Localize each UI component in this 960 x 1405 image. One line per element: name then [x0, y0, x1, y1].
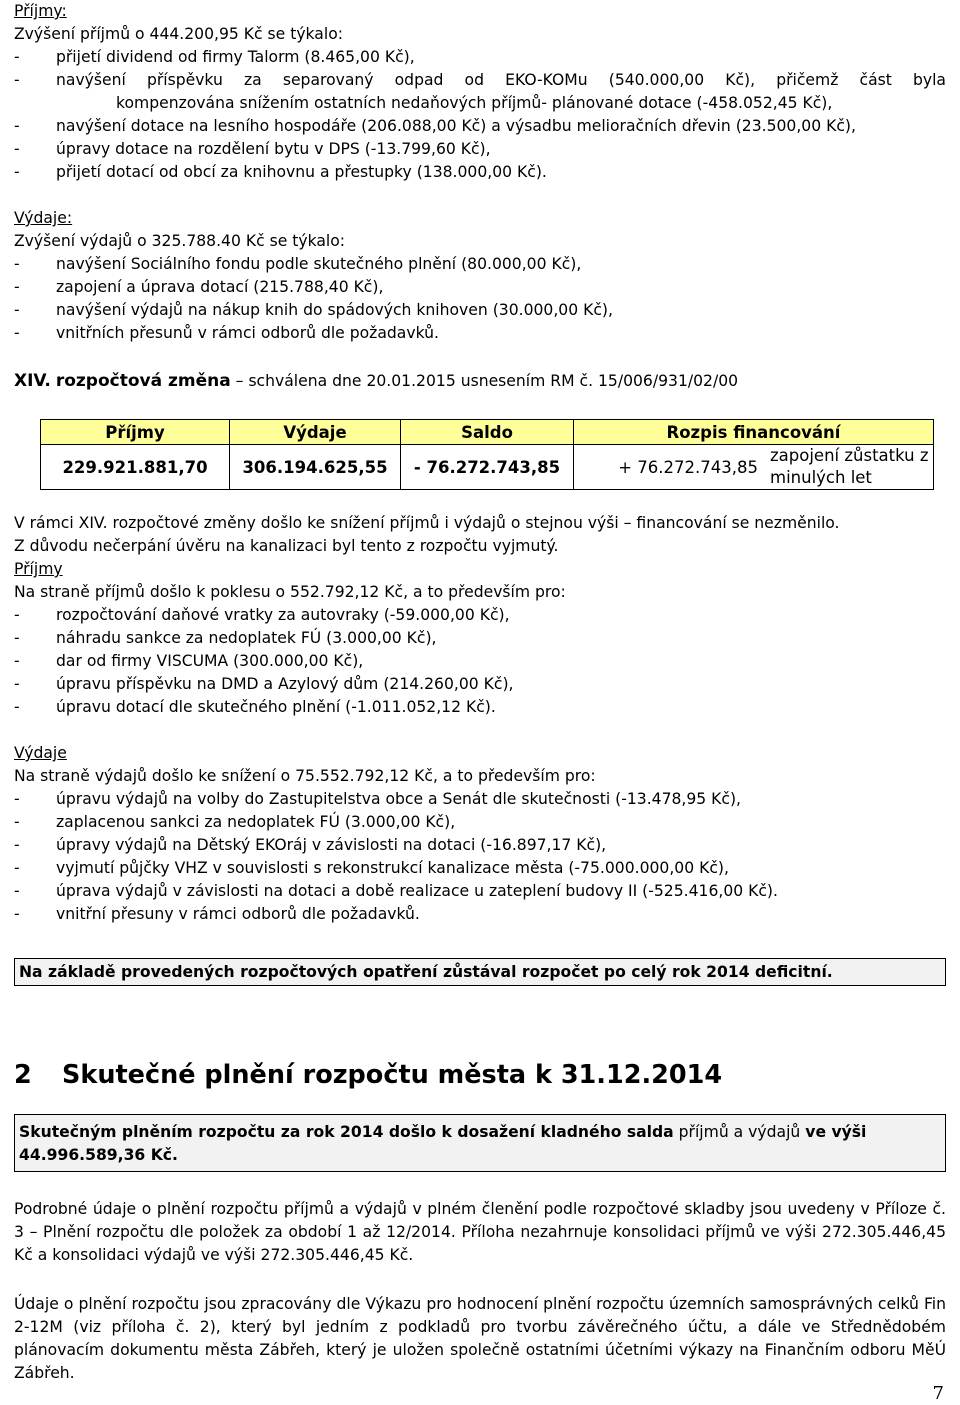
document-page: [14, 0, 946, 1385]
vydaje-bottom-list: [14, 788, 946, 926]
list-item: - vnitřních přesunů v rámci odborů dle požadavků.: [14, 324, 439, 342]
list-item: - přijetí dotací od obcí za knihovnu a přestupky (138.000,00 Kč).: [14, 163, 547, 181]
list-item: - úpravu výdajů na volby do Zastupitelstva obce a Senát dle skutečnosti (-13.478,95 Kč),: [14, 790, 742, 808]
vydaje-heading: Výdaje:: [14, 209, 73, 227]
summary-box: Skutečným plněním rozpočtu za rok 2014 došlo k dosažení kladného salda příjmů a výdajů ve výši 44.996.589,36 Kč.: [14, 1114, 946, 1172]
vydaje-intro: Zvýšení výdajů o 325.788.40 Kč se týkalo:: [14, 232, 346, 250]
vydaje-list: [14, 253, 946, 345]
list-item: - úpravy výdajů na Dětský EKOráj v závislosti na dotaci (-16.897,17 Kč),: [14, 836, 607, 854]
list-item: - úpravu příspěvku na DMD a Azylový dům (214.260,00 Kč),: [14, 675, 514, 693]
prijmy-bottom-heading: Příjmy: [14, 560, 63, 578]
financing-table: [40, 419, 934, 490]
paragraph-vykaz: Údaje o plnění rozpočtu jsou zpracovány dle Výkazu pro hodnocení plnění rozpočtu územních samosprávných celků Fin 2-12M (viz příloha č. 2), který byl jedním z podkladů pro tvorbu závěrečného účtu, a dále ve Střednědobém plánovacím dokumentu města Zábřeh, který je uložen společně ostatními účetními výkazy na Finančním odboru MěÚ Zábřeh.: [14, 1295, 946, 1382]
list-item: - navýšení výdajů na nákup knih do spádových knihoven (30.000,00 Kč),: [14, 301, 613, 319]
chapter-number: 2: [14, 1060, 32, 1090]
cell-vydaje: 306.194.625,55: [230, 445, 401, 490]
after-table-p1: V rámci XIV. rozpočtové změny došlo ke snížení příjmů i výdajů o stejnou výši – financování se nezměnilo.: [14, 514, 840, 532]
zmena-title: rozpočtová změna: [55, 371, 231, 391]
list-item: - zaplacenou sankci za nedoplatek FÚ (3.000,00 Kč),: [14, 813, 456, 831]
list-item: - úpravu dotací dle skutečného plnění (-1.011.052,12 Kč).: [14, 698, 496, 716]
cell-financovani-value: + 76.272.743,85: [574, 445, 765, 490]
list-item: - náhradu sankce za nedoplatek FÚ (3.000,00 Kč),: [14, 629, 437, 647]
prijmy-bottom-list: [14, 604, 946, 719]
vydaje-bottom-heading: Výdaje: [14, 744, 67, 762]
rozpoctova-zmena-line: [14, 369, 946, 393]
cell-financovani-note: zapojení zůstatku z minulých let: [764, 445, 934, 490]
prijmy-bottom-intro: Na straně příjmů došlo k poklesu o 552.792,12 Kč, a to především pro:: [14, 583, 566, 601]
chapter-heading: [14, 1058, 946, 1092]
vydaje-bottom-intro: Na straně výdajů došlo ke snížení o 75.552.792,12 Kč, a to především pro:: [14, 767, 596, 785]
zmena-rest: schválena dne 20.01.2015 usnesením RM č. 15/006/931/02/00: [248, 372, 739, 390]
zmena-number: XIV.: [14, 371, 51, 391]
header-rozpis: Rozpis financování: [574, 420, 934, 445]
prijmy-intro: Zvýšení příjmů o 444.200,95 Kč se týkalo:: [14, 25, 343, 43]
cell-prijmy: 229.921.881,70: [41, 445, 230, 490]
list-item: - navýšení Sociálního fondu podle skutečného plnění (80.000,00 Kč),: [14, 255, 582, 273]
header-vydaje: Výdaje: [230, 420, 401, 445]
list-item: - dar od firmy VISCUMA (300.000,00 Kč),: [14, 652, 364, 670]
zmena-dash: –: [235, 372, 244, 390]
list-item: - přijetí dividend od firmy Talorm (8.465,00 Kč),: [14, 48, 415, 66]
page-number: 7: [932, 1383, 944, 1404]
deficit-box: Na základě provedených rozpočtových opatření zůstával rozpočet po celý rok 2014 deficitní.: [14, 958, 946, 986]
list-item: - rozpočtování daňové vratky za autovraky (-59.000,00 Kč),: [14, 606, 510, 624]
header-prijmy: Příjmy: [41, 420, 230, 445]
list-item: - vnitřní přesuny v rámci odborů dle požadavků.: [14, 905, 420, 923]
table-row: [41, 445, 934, 490]
list-item: - vyjmutí půjčky VHZ v souvislosti s rekonstrukcí kanalizace města (-75.000.000,00 Kč),: [14, 859, 729, 877]
list-item: - úpravy dotace na rozdělení bytu v DPS (-13.799,60 Kč),: [14, 140, 491, 158]
list-item: - úprava výdajů v závislosti na dotaci a době realizace u zateplení budovy II (-525.416,00 Kč).: [14, 882, 778, 900]
header-saldo: Saldo: [401, 420, 574, 445]
cell-saldo: - 76.272.743,85: [401, 445, 574, 490]
list-item-continuation: kompenzována snížením ostatních nedaňových příjmů- plánované dotace (-458.052,45 Kč),: [116, 94, 833, 112]
table-header-row: [41, 420, 934, 445]
chapter-title: Skutečné plnění rozpočtu města k 31.12.2014: [62, 1060, 723, 1090]
after-table-p2: Z důvodu nečerpání úvěru na kanalizaci byl tento z rozpočtu vyjmutý.: [14, 537, 559, 555]
paragraph-priloha: Podrobné údaje o plnění rozpočtu příjmů a výdajů v plném členění podle rozpočtové skladby jsou uvedeny v Příloze č. 3 – Plnění rozpočtu dle položek za období 1 až 12/2014. Příloha nezahrnuje konsolidaci příjmů ve výši 272.305.446,45 Kč a konsolidaci výdajů ve výši 272.305.446,45 Kč.: [14, 1200, 946, 1264]
prijmy-list: [14, 46, 946, 184]
prijmy-heading: Příjmy:: [14, 2, 67, 20]
list-item: - zapojení a úprava dotací (215.788,40 Kč),: [14, 278, 384, 296]
list-item: - navýšení příspěvku za separovaný odpad od EKO-KOMu (540.000,00 Kč), přičemž část byla: [14, 71, 946, 89]
list-item: - navýšení dotace na lesního hospodáře (206.088,00 Kč) a výsadbu melioračních dřevin (23.500,00 Kč),: [14, 117, 856, 135]
